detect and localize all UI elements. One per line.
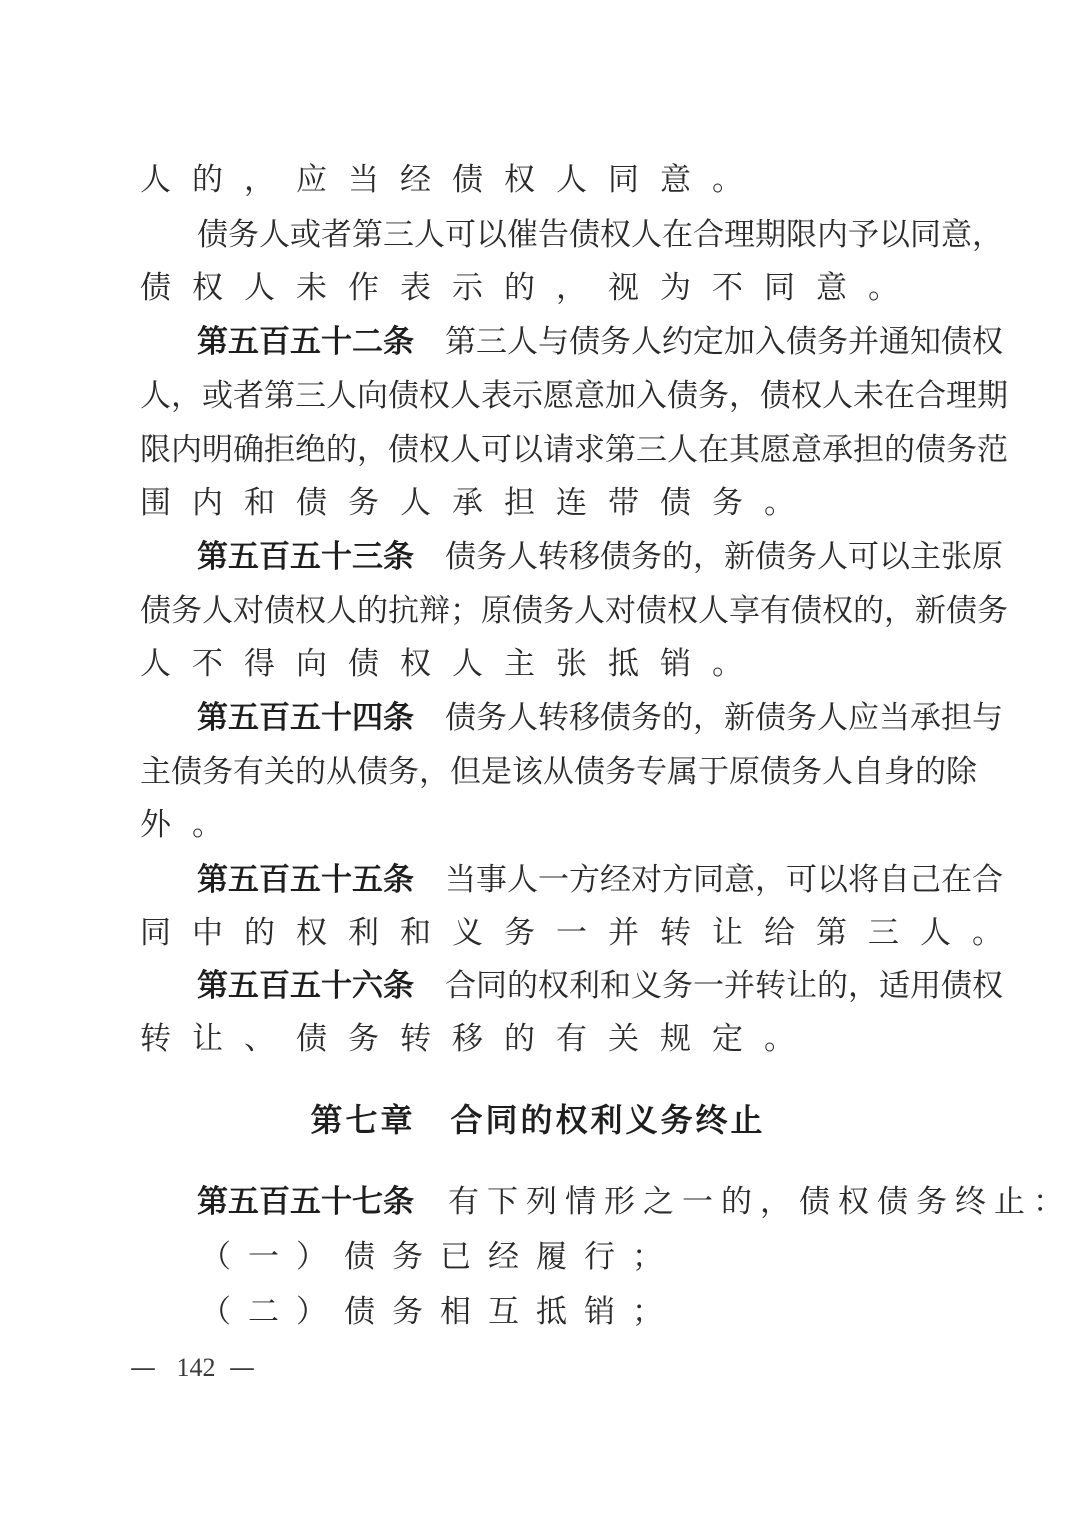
paragraph-line: 人的，应当经债权人同意。 (140, 162, 764, 198)
footer-dash-right: — (229, 1353, 255, 1383)
page-number: 142 (176, 1353, 216, 1382)
paragraph-line: 人，或者第三人向债权人表示愿意加入债务，债权人未在合理期 (140, 378, 1008, 414)
article-556-text: 合同的权利和义务一并转让的，适用债权 (445, 968, 1003, 1004)
paragraph-line: 转让、债务转移的有关规定。 (140, 1021, 816, 1057)
article-557-title: 第五百五十七条 (197, 1184, 414, 1220)
article-555-line (197, 860, 1003, 900)
article-553-title: 第五百五十三条 (197, 539, 414, 575)
paragraph-line: 债务人对债权人的抗辩；原债务人对债权人享有债权的，新债务 (140, 593, 1008, 629)
article-553-line (197, 537, 1003, 577)
paragraph-line: 限内明确拒绝的，债权人可以请求第三人在其愿意承担的债务范 (140, 432, 1008, 468)
article-554-line (197, 698, 1003, 738)
paragraph-line: 人不得向债权人主张抵销。 (140, 646, 764, 682)
article-552-text: 第三人与债务人约定加入债务并通知债权 (445, 324, 1003, 360)
article-555-title: 第五百五十五条 (197, 862, 414, 898)
article-553-text: 债务人转移债务的，新债务人可以主张原 (445, 539, 1003, 575)
paragraph-line: 同中的权利和义务一并转让给第三人。 (140, 915, 1024, 951)
paragraph-line: 主债务有关的从债务，但是该从债务专属于原债务人自身的除 (140, 754, 977, 790)
article-552-title: 第五百五十二条 (197, 324, 414, 360)
list-item: （二）债务相互抵销； (200, 1294, 680, 1330)
article-556-title: 第五百五十六条 (197, 968, 414, 1004)
article-555-text: 当事人一方经对方同意，可以将自己在合 (445, 862, 1003, 898)
article-557-text: 有下列情形之一的，债权债务终止： (448, 1184, 1072, 1220)
paragraph-line: 债权人未作表示的，视为不同意。 (140, 270, 920, 306)
chapter-heading: 第七章 合同的权利义务终止 (310, 1101, 766, 1139)
paragraph-line: 债务人或者第三人可以催告债权人在合理期限内予以同意， (197, 217, 1003, 253)
article-556-line (197, 966, 1003, 1006)
paragraph-line: 围内和债务人承担连带债务。 (140, 485, 816, 521)
article-554-title: 第五百五十四条 (197, 700, 414, 736)
article-554-text: 债务人转移债务的，新债务人应当承担与 (445, 700, 1003, 736)
article-552-line (197, 322, 1003, 362)
article-557-line (197, 1182, 1072, 1222)
footer-dash-left: — (130, 1353, 156, 1383)
paragraph-line: 外。 (140, 807, 244, 843)
list-item: （一）债务已经履行； (200, 1239, 680, 1275)
